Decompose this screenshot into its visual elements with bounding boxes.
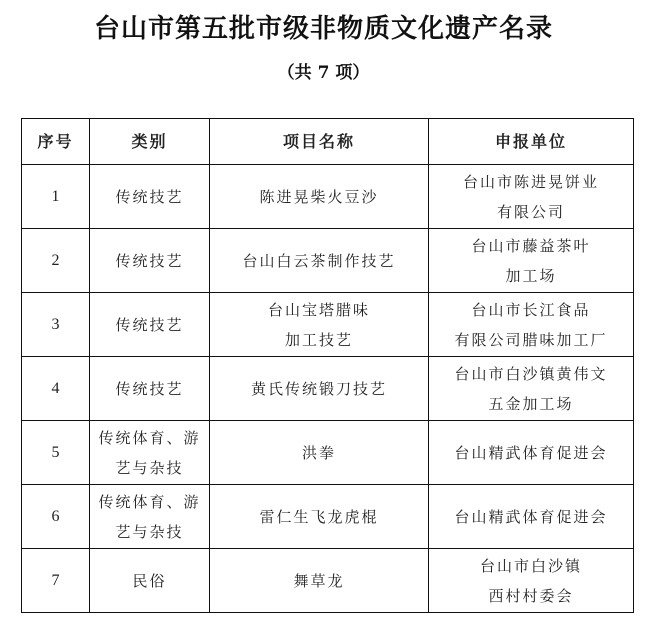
project-name-cell [210, 357, 429, 421]
heritage-list-table [21, 118, 634, 613]
applicant-unit-cell-line: 有限公司 [496, 202, 565, 221]
project-name-cell [210, 421, 429, 485]
project-name-cell [210, 485, 429, 549]
applicant-unit-cell-line: 台山市陈进晃饼业 [462, 172, 599, 191]
applicant-unit-cell-line: 台山精武体育促进会 [454, 507, 608, 526]
applicant-unit-cell-line: 台山精武体育促进会 [454, 443, 608, 462]
table-row [22, 357, 634, 421]
category-cell-line: 传统技艺 [115, 379, 184, 398]
table-row [22, 485, 634, 549]
category-cell [90, 293, 210, 357]
applicant-unit-cell [429, 485, 634, 549]
applicant-unit-cell [429, 357, 634, 421]
applicant-unit-cell [429, 165, 634, 229]
serial-number-cell: 4 [22, 357, 90, 421]
project-name-cell-line: 雷仁生飞龙虎棍 [259, 507, 379, 526]
serial-number-cell: 7 [22, 549, 90, 613]
applicant-unit-cell [429, 293, 634, 357]
project-name-cell-line: 加工技艺 [284, 330, 353, 349]
category-cell [90, 485, 210, 549]
applicant-unit-cell [429, 421, 634, 485]
project-name-cell [210, 549, 429, 613]
applicant-unit-cell-line: 五金加工场 [488, 394, 574, 413]
serial-number-cell: 6 [22, 485, 90, 549]
header-applicant-unit: 申报单位 [429, 119, 634, 165]
serial-number-cell: 3 [22, 293, 90, 357]
header-serial-number: 序号 [22, 119, 90, 165]
applicant-unit-cell-line: 有限公司腊味加工厂 [454, 330, 608, 349]
applicant-unit-cell-line: 西村村委会 [488, 586, 574, 605]
category-cell-line: 传统体育、游 [98, 492, 201, 511]
category-cell [90, 549, 210, 613]
project-name-cell-line: 陈进晃柴火豆沙 [259, 187, 379, 206]
serial-number-cell: 5 [22, 421, 90, 485]
category-cell-line: 民俗 [132, 571, 167, 590]
category-cell-line: 传统技艺 [115, 251, 184, 270]
category-cell [90, 229, 210, 293]
applicant-unit-cell-line: 台山市白沙镇黄伟文 [454, 364, 608, 383]
project-name-cell [210, 229, 429, 293]
project-name-cell-line: 台山白云茶制作技艺 [242, 251, 396, 270]
category-cell-line: 艺与杂技 [115, 458, 184, 477]
applicant-unit-cell-line: 台山市长江食品 [471, 300, 591, 319]
table-row [22, 293, 634, 357]
project-name-cell [210, 293, 429, 357]
category-cell [90, 165, 210, 229]
applicant-unit-cell-line: 台山市白沙镇 [479, 556, 582, 575]
project-name-cell-line: 洪拳 [301, 443, 336, 462]
table-row [22, 165, 634, 229]
category-cell-line: 传统体育、游 [98, 428, 201, 447]
applicant-unit-cell-line: 加工场 [505, 266, 557, 285]
item-count-subtitle: （共 7 项） [277, 63, 370, 83]
project-name-cell-line: 舞草龙 [293, 571, 345, 590]
serial-number-cell: 1 [22, 165, 90, 229]
table-row [22, 421, 634, 485]
category-cell [90, 357, 210, 421]
category-cell [90, 421, 210, 485]
applicant-unit-cell [429, 229, 634, 293]
applicant-unit-cell [429, 549, 634, 613]
applicant-unit-cell-line: 台山市藤益茶叶 [471, 236, 591, 255]
category-cell-line: 传统技艺 [115, 187, 184, 206]
serial-number-cell: 2 [22, 229, 90, 293]
table-row [22, 549, 634, 613]
category-cell-line: 传统技艺 [115, 315, 184, 334]
header-category: 类别 [90, 119, 210, 165]
table-header-row [22, 119, 634, 165]
table-row [22, 229, 634, 293]
document-title: 台山市第五批市级非物质文化遗产名录 [93, 14, 553, 44]
project-name-cell [210, 165, 429, 229]
header-project-name: 项目名称 [210, 119, 429, 165]
category-cell-line: 艺与杂技 [115, 522, 184, 541]
project-name-cell-line: 台山宝塔腊味 [267, 300, 370, 319]
project-name-cell-line: 黄氏传统锻刀技艺 [250, 379, 387, 398]
